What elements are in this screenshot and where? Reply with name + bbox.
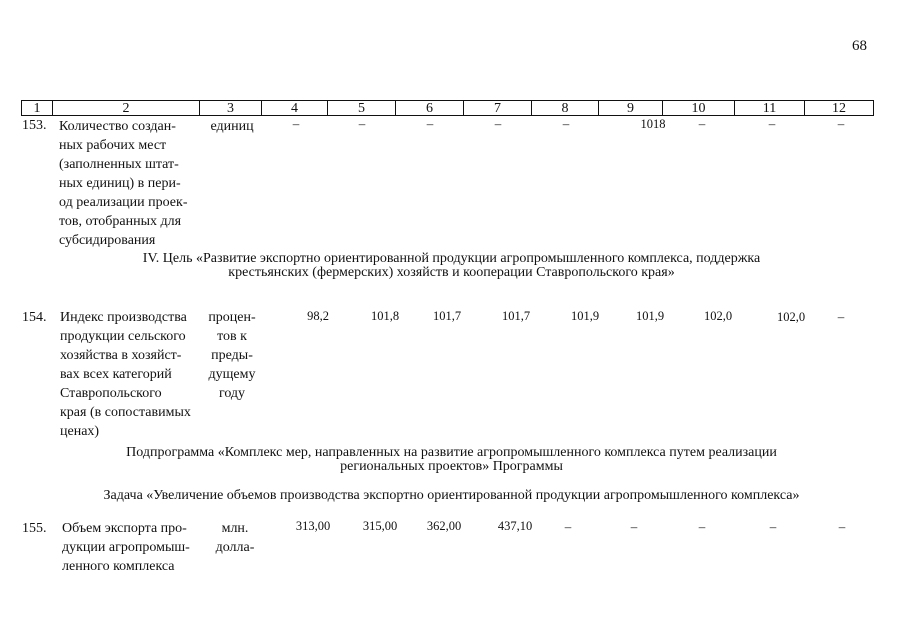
row-153-name-line: ных рабочих мест — [59, 138, 167, 153]
row-153-name-line: ных единиц) в пери- — [59, 176, 181, 191]
row-153-val-5: – — [358, 116, 366, 131]
row-154-val-9: 101,9 — [635, 309, 665, 323]
header-col-1: 1 — [22, 101, 53, 115]
row-154-name-line: ценах) — [60, 424, 100, 439]
row-153-val-9: 1018 — [640, 117, 666, 131]
section-goal-line: IV. Цель «Развитие экспортно ориентированной продукции агропромышленного комплекса, поддержка — [142, 251, 761, 266]
row-153-val-10: – — [698, 116, 706, 131]
row-154-unit-line: году — [218, 386, 246, 401]
header-col-5: 5 — [328, 101, 396, 115]
row-153-val-11: – — [768, 116, 776, 131]
row-155-val-6: 362,00 — [426, 519, 462, 533]
row-155-val-10: – — [698, 519, 706, 534]
row-153-val-12: – — [837, 116, 845, 131]
row-154-val-10: 102,0 — [703, 309, 733, 323]
row-153-unit — [203, 117, 261, 136]
row-154-unit-line: дущему — [208, 367, 256, 382]
row-153-val-8: – — [562, 116, 570, 131]
header-col-11: 11 — [735, 101, 805, 115]
header-col-8: 8 — [532, 101, 599, 115]
row-155-val-11: – — [769, 519, 777, 534]
row-155-val-5: 315,00 — [362, 519, 398, 533]
header-col-3: 3 — [200, 101, 262, 115]
row-155-name-line: дукции агропромыш- — [62, 540, 190, 555]
section-goal-line: крестьянских (фермерских) хозяйств и кооперации Ставропольского края» — [228, 265, 675, 280]
row-155-val-9: – — [630, 519, 638, 534]
row-155-unit-line: млн. — [221, 521, 249, 536]
row-154-unit-line: тов к — [217, 329, 247, 344]
row-154-val-6: 101,7 — [432, 309, 462, 323]
row-154-val-5: 101,8 — [370, 309, 400, 323]
row-153-name-line: тов, отобранных для — [59, 214, 182, 229]
row-153-name — [59, 117, 199, 250]
row-154-name-line: Индекс производства — [60, 310, 187, 325]
header-col-9: 9 — [599, 101, 663, 115]
row-154-unit — [203, 308, 261, 403]
row-154-val-11: 102,0 — [776, 310, 806, 324]
subprogram-line: Подпрограмма «Комплекс мер, направленных на развитие агропромышленного комплекса путем реализации — [126, 445, 777, 460]
row-154-name-line: края (в сопоставимых — [60, 405, 191, 420]
header-col-12: 12 — [832, 101, 846, 116]
header-col-7: 7 — [464, 101, 532, 115]
row-155-val-7: 437,10 — [497, 519, 533, 533]
header-col-10: 10 — [663, 101, 735, 115]
row-153-val-6: – — [426, 116, 434, 131]
header-col-4: 4 — [262, 101, 328, 115]
row-155-name-line: Объем экспорта про- — [62, 521, 187, 536]
row-155-unit — [206, 519, 264, 557]
row-154-name-line: продукции сельского — [60, 329, 186, 344]
row-153-name-line: од реализации проек- — [59, 195, 188, 210]
row-155-name — [62, 519, 202, 576]
row-153-name-line: (заполненных штат- — [59, 157, 179, 172]
header-col-6: 6 — [396, 101, 464, 115]
row-155-number: 155. — [22, 521, 47, 536]
row-153-unit-line: единиц — [210, 119, 254, 134]
row-154-val-8: 101,9 — [570, 309, 600, 323]
row-154-unit-line: преды- — [211, 348, 253, 363]
row-154-number: 154. — [22, 310, 47, 325]
row-154-val-7: 101,7 — [501, 309, 531, 323]
task-heading — [0, 489, 903, 503]
row-155-name-line: ленного комплекса — [62, 559, 175, 574]
row-153-val-7: – — [494, 116, 502, 131]
table-header-row — [21, 100, 874, 116]
row-155-val-12: – — [838, 519, 846, 534]
row-154-name-line: вах всех категорий — [60, 367, 172, 382]
page-number: 68 — [852, 38, 867, 54]
row-153-name-line: Количество создан- — [59, 119, 176, 134]
row-154-name-line: Ставропольского — [60, 386, 162, 401]
row-154-val-12: – — [837, 309, 845, 324]
task-line: Задача «Увеличение объемов производства экспортно ориентированной продукции агропромышленного комплекса» — [103, 488, 800, 503]
row-154-name — [60, 308, 200, 441]
subprogram-line: региональных проектов» Программы — [340, 459, 563, 474]
row-153-val-4: – — [292, 116, 300, 131]
row-155-val-8: – — [564, 519, 572, 534]
row-154-name-line: хозяйства в хозяйст- — [60, 348, 182, 363]
header-col-2: 2 — [53, 101, 200, 115]
subprogram-heading — [0, 446, 903, 474]
row-155-unit-line: долла- — [215, 540, 255, 555]
row-154-val-4: 98,2 — [307, 309, 329, 323]
section-goal-heading — [0, 252, 903, 280]
row-154-unit-line: процен- — [208, 310, 256, 325]
row-155-val-4: 313,00 — [295, 519, 331, 533]
row-153-name-line: субсидирования — [59, 233, 156, 248]
row-153-number: 153. — [22, 118, 47, 133]
